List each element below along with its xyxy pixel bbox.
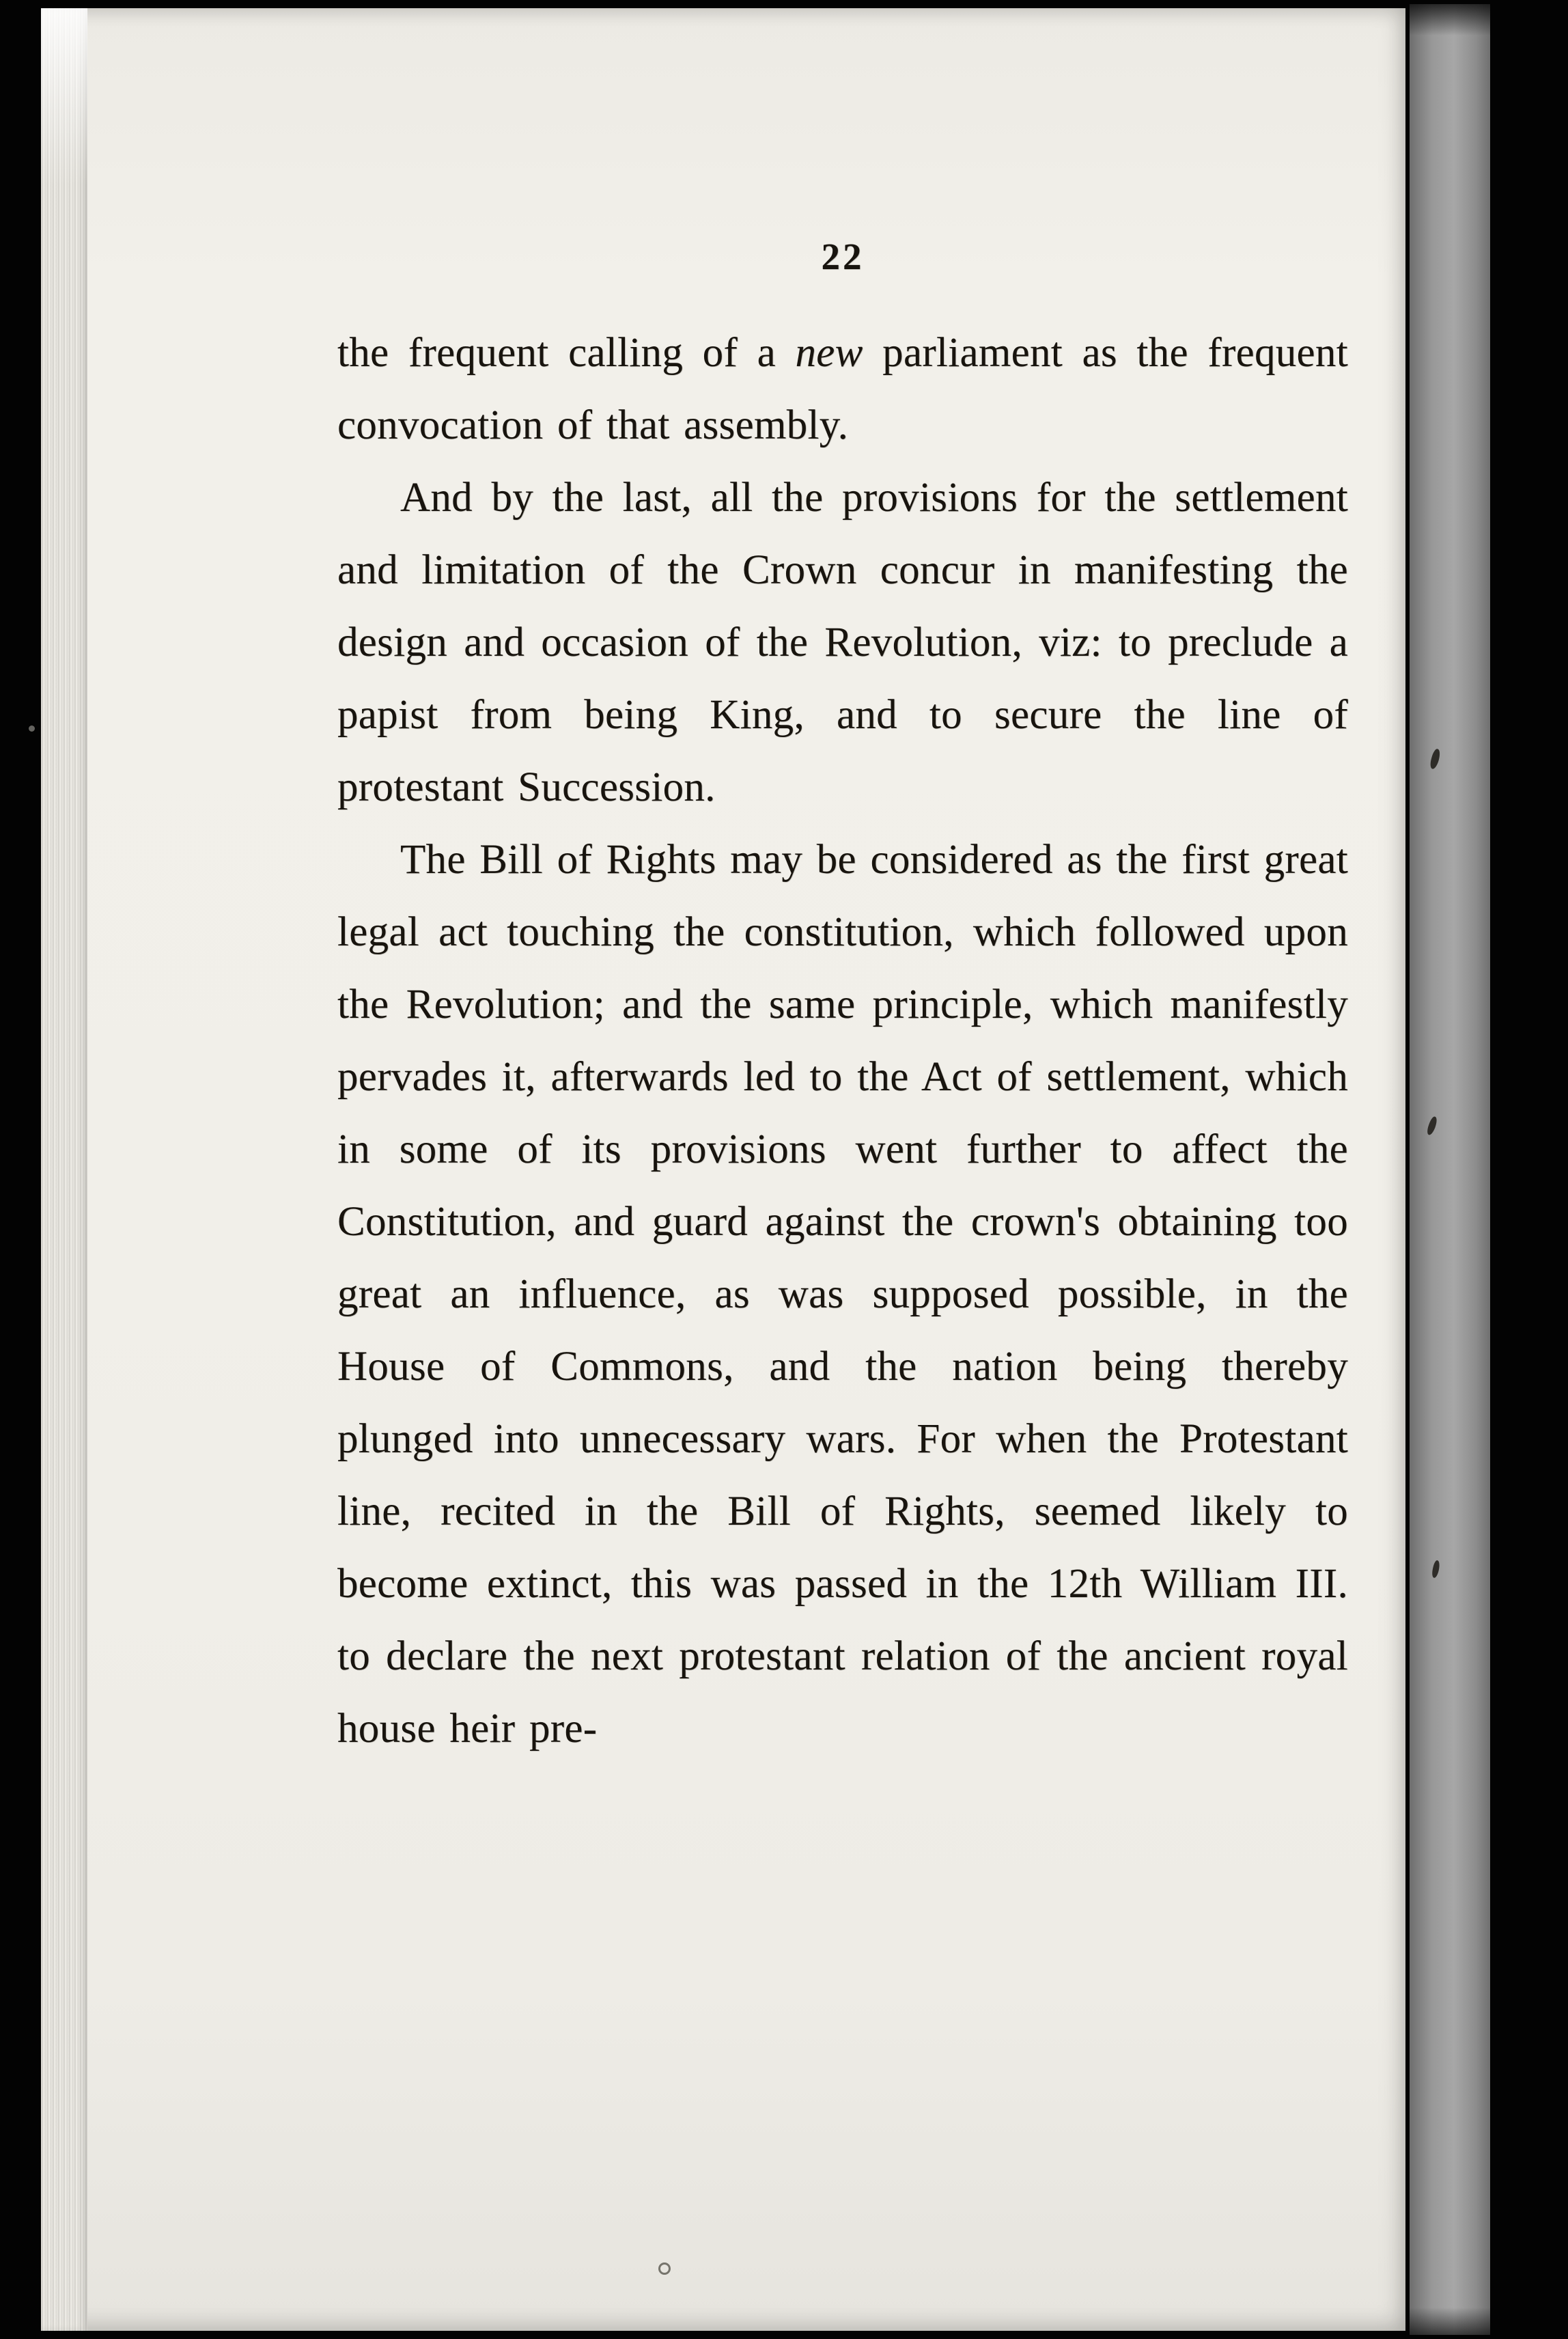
scan-gutter-strip	[1410, 4, 1490, 2335]
paragraph	[337, 824, 1348, 1765]
page-number: 22	[821, 236, 865, 277]
paragraph-text: the frequent calling of a	[337, 330, 796, 376]
page-text-block	[337, 236, 1348, 1765]
scan-artifact	[658, 2262, 671, 2275]
page-edge-highlight	[41, 8, 87, 186]
paragraph-text: And by the last, all the provisions for the settlement and limitation of the Crown concur in manifesting the design and occasion of the Revolution, viz: to preclude a papist from being King, and to secure the line of protestant Succession.	[337, 475, 1348, 810]
page-edge-stack	[41, 8, 87, 2331]
paragraph	[337, 317, 1348, 462]
paragraph-text: The Bill of Rights may be considered as the first great legal act touching the constitution, which followed upon the Revolution; and the same principle, which manifestly pervades it, afterwards led to the Act of settlement, which in some of its provisions went further to affect the Constitution, and guard against the crown's obtaining too great an influence, as was supposed possible, in the House of Commons, and the nation being thereby plunged into unnecessary wars. For when the Protestant line, recited in the Bill of Rights, seemed likely to become extinct, this was passed in the 12th William III. to declare the next protestant relation of the ancient royal house heir pre-	[337, 837, 1348, 1752]
paragraph	[337, 462, 1348, 824]
paragraph-text: parliament as the frequent convocation of that assembly.	[337, 330, 1348, 448]
scan-artifact	[29, 725, 35, 732]
italic-word: new	[795, 330, 863, 376]
